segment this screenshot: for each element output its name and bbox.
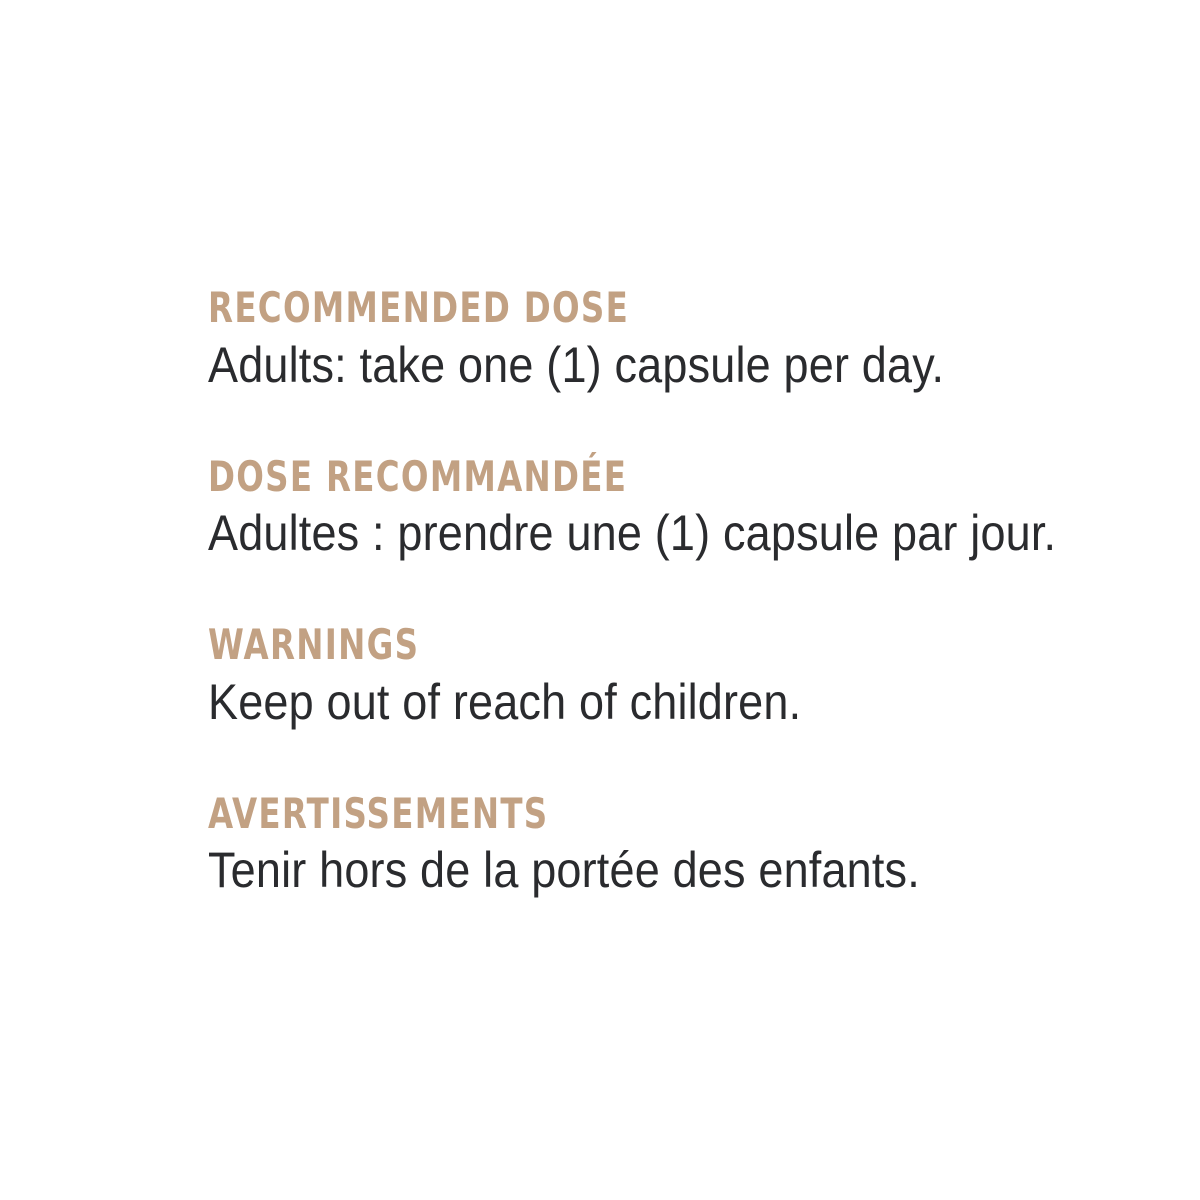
section-body-avertissements: Tenir hors de la portée des enfants.	[208, 842, 920, 899]
spacer-3	[208, 730, 1108, 792]
section-avertissements	[208, 788, 1108, 899]
section-recommended-dose	[208, 283, 1108, 393]
supplement-label-panel	[208, 283, 1108, 899]
spacer-2	[208, 561, 1108, 623]
section-body-warnings: Keep out of reach of children.	[208, 673, 802, 730]
section-heading-avertissements: AVERTISSEMENTS	[208, 788, 549, 838]
section-body-dose-recommandee: Adultes : prendre une (1) capsule par jour.	[208, 505, 1057, 562]
section-heading-recommended-dose: RECOMMENDED DOSE	[208, 283, 630, 332]
section-dose-recommandee	[208, 451, 1108, 562]
section-heading-warnings: WARNINGS	[208, 620, 420, 670]
section-warnings	[208, 620, 1108, 730]
spacer-1	[208, 393, 1108, 455]
section-heading-dose-recommandee: DOSE RECOMMANDÉE	[208, 451, 628, 501]
section-body-recommended-dose: Adults: take one (1) capsule per day.	[208, 336, 945, 393]
